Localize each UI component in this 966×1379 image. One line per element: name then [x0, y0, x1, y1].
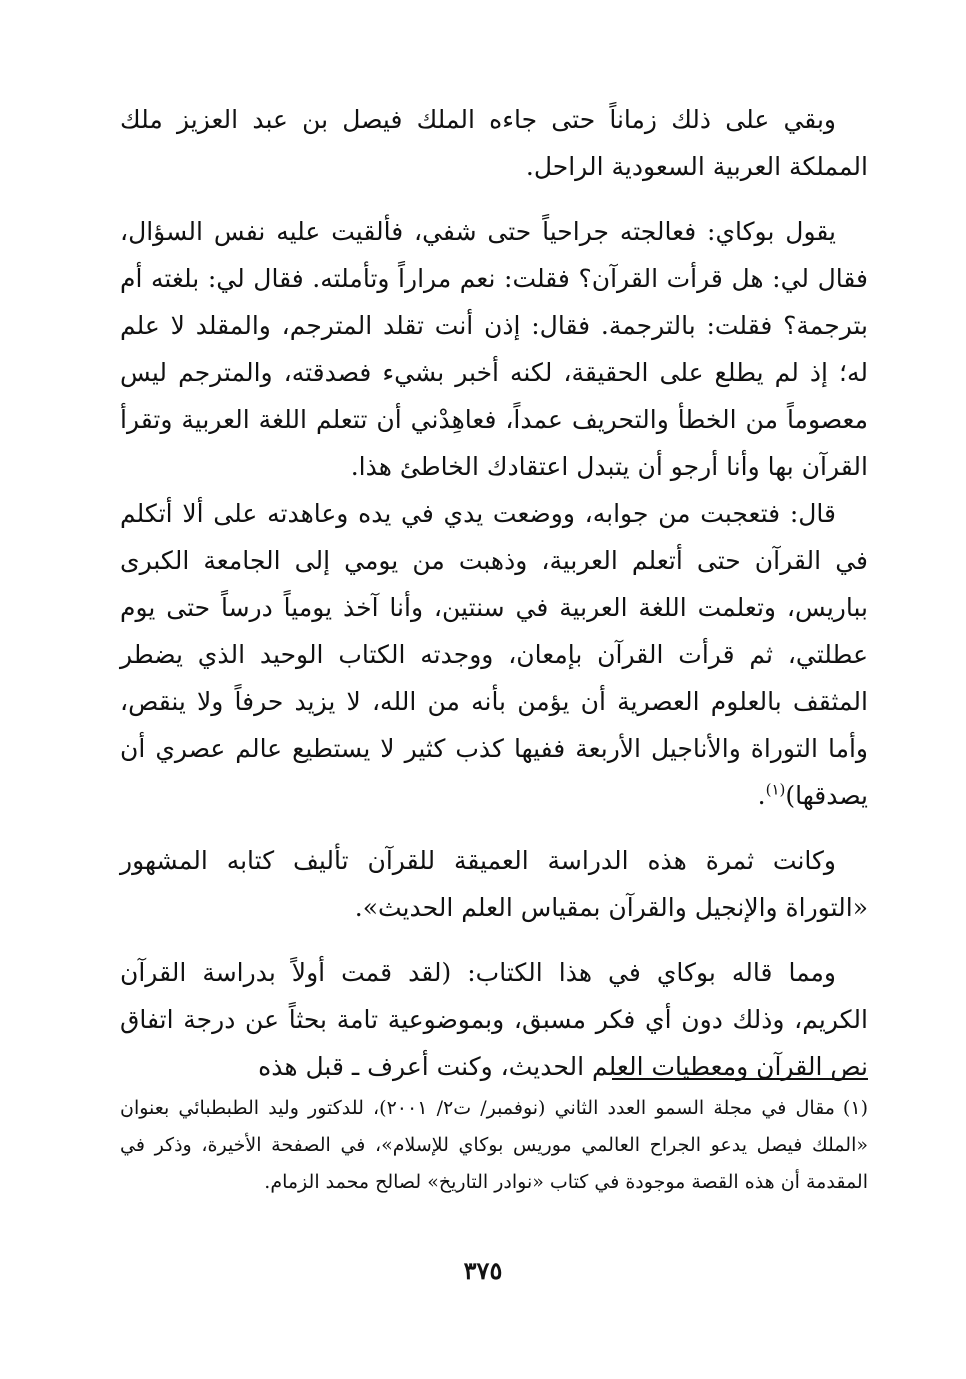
footnote-divider — [612, 1078, 868, 1080]
paragraph-2: يقول بوكاي: فعالجته جراحياً حتى شفي، فألقيت عليه نفس السؤال، فقال لي: هل قرأت القرآن؟ فقلت: نعم مراراً وتأملته. فقال لي: بلغته أم بترجمة؟ فقلت: بالترجمة. فقال: إذن أنت تقلد المترجم، والمقلد لا علم له؛ إذ لم يطلع على الحقيقة، لكنه أخبر بشيء فصدقته، والمترجم ليس معصوماً من الخطأ والتحريف عمداً، فعاهِدْني أن تتعلم اللغة العربية وتقرأ القرآن بها وأنا أرجو أن يتبدل اعتقادك الخاطئ هذا. — [120, 217, 868, 481]
footnote-1 — [120, 1090, 868, 1201]
page-number: ٣٧٥ — [463, 1256, 503, 1285]
footnote-text: مقال في مجلة السمو العدد الثاني (نوفمبر/ ت٢/ ٢٠٠١)، للدكتور وليد الطبطبائي بعنوان «الملك فيصل يدعو الجراح العالمي موريس بوكاي للإسلام»، في الصفحة الأخيرة، وذكر في المقدمة أن هذه القصة موجودة في كتاب «نوادر التاريخ» لصالح محمد الزمام. — [120, 1097, 868, 1193]
paragraph-5: ومما قاله بوكاي في هذا الكتاب: (لقد قمت أولاً بدراسة القرآن الكريم، وذلك دون أي فكر مسبق، وبموضوعية تامة بحثاً عن درجة اتفاق نص القرآن ومعطيات العلم الحديث، وكنت أعرف ـ قبل هذه — [120, 958, 868, 1081]
paragraph-4: وكانت ثمرة هذه الدراسة العميقة للقرآن تأليف كتابه المشهور «التوراة والإنجيل والقرآن بمقياس العلم الحديث». — [120, 846, 868, 922]
paragraph-3-text: قال: فتعجبت من جوابه، ووضعت يدي في يده وعاهدته على ألا أتكلم في القرآن حتى أتعلم العربية، وذهبت من يومي إلى الجامعة الكبرى بباريس، وتعلمت اللغة العربية في سنتين، وأنا آخذ يومياً درساً حتى يوم عطلتي، ثم قرأت القرآن بإمعان، ووجدته الكتاب الوحيد الذي يضطر المثقف بالعلوم العصرية أن يؤمن بأنه من الله، لا يزيد حرفاً ولا ينقص، وأما التوراة والأناجيل الأربعة ففيها كذب كثير لا يستطيع عالم عصري أن يصدقها) — [120, 499, 868, 810]
paragraph-3 — [120, 490, 868, 819]
footnotes — [120, 1090, 868, 1201]
footnote-reference: (١) — [765, 780, 786, 799]
footnote-number: (١) — [842, 1097, 868, 1119]
paragraph-3-end: . — [757, 781, 766, 810]
paragraph-1: وبقي على ذلك زماناً حتى جاءه الملك فيصل بن عبد العزيز ملك المملكة العربية السعودية الراحل. — [120, 105, 868, 181]
page-body — [120, 96, 868, 1090]
